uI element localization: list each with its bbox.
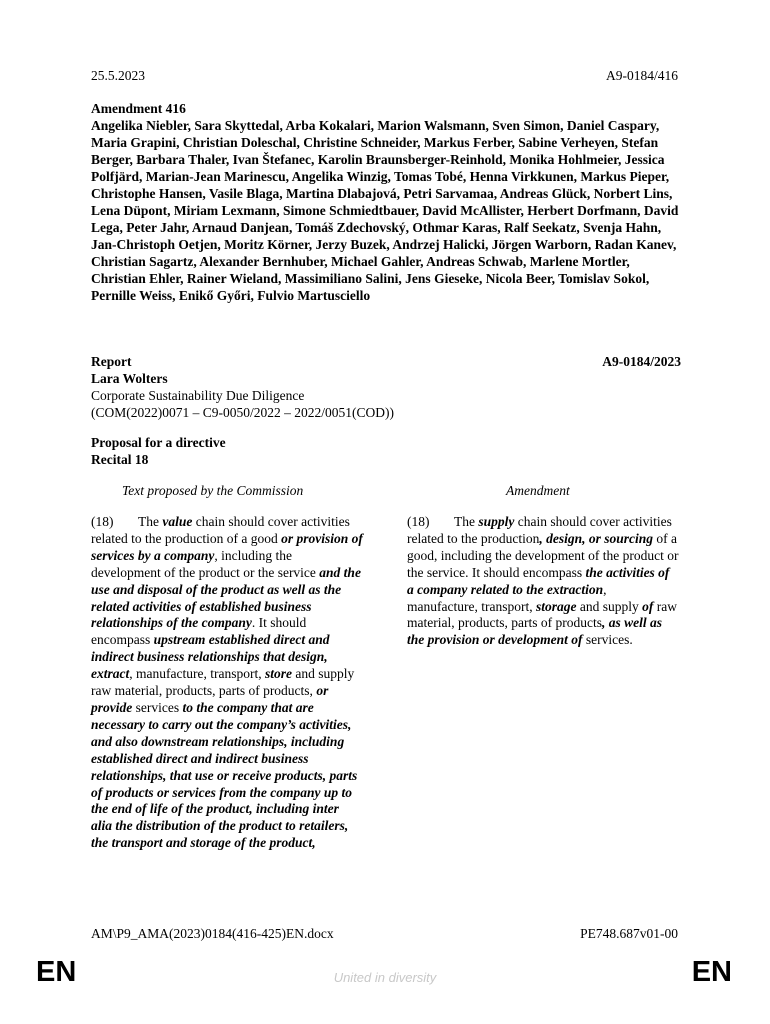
emphasized-text-segment: supply [478,514,515,529]
emphasized-text-segment: the activities of a company related to the extraction [407,564,670,597]
emphasized-text-segment: , as well as the provision or development of [407,615,662,648]
text-segment: and supply [576,598,643,614]
emphasized-text-segment: of [642,598,654,614]
text-segment: and supply raw material, products, parts of products, [91,666,355,699]
text-segment: The [138,514,163,529]
procedure-reference: (COM(2022)0071 – C9-0050/2022 – 2022/0051(COD)) [91,405,394,420]
text-segment: services [132,699,183,715]
text-segment: raw material, products, parts of products [407,598,677,631]
eu-motto: United in diversity [333,970,437,985]
emphasized-text-segment: storage [535,598,577,614]
report-label: Report [91,354,132,369]
amendment-header [91,100,681,304]
document-date: 25.5.2023 [91,68,145,83]
text-segment: chain should cover activities related to the production of a good [91,514,350,546]
recital-label: (18) [91,514,114,529]
text-segment: , manufacture, transport, [129,666,265,682]
text-segment: . It should encompass [91,615,307,648]
emphasized-text-segment: upstream established direct and indirect business relationships that design, extract [91,632,330,682]
commission-text-column [91,514,363,852]
amendment-reference: A9-0184/416 [606,68,678,83]
recital-number: Recital 18 [91,452,149,467]
text-segment: services. [582,632,633,648]
commission-recital-text [91,514,363,850]
footer-filename: AM\P9_AMA(2023)0184(416-425)EN.docx [91,926,334,941]
footer-pe-number: PE748.687v01-00 [580,926,678,941]
language-code-right: EN [691,956,732,988]
text-segment: , including the development of the product or the service [91,547,320,580]
report-reference: A9-0184/2023 [602,354,681,369]
text-segment: The [454,514,479,529]
amendment-text-column [407,514,679,649]
emphasized-text-segment: value [162,514,193,529]
emphasized-text-segment: to the company that are necessary to carry out the company’s activities, and also downstream relationships, including established direct and indirect business relationships, that use or receive products, parts of products or services from the company up to the end of life of the product, including inter alia the distribution of the product to retailers, the transport and storage of the product, [91,699,358,851]
report-info [91,353,681,421]
text-segment: , manufacture, transport, [407,581,607,614]
emphasized-text-segment: store [264,666,292,682]
emphasized-text-segment: or provision of services by a company [91,530,363,563]
emphasized-text-segment: , design, or sourcing [539,530,653,546]
emphasized-text-segment: and the use and disposal of the product as well as the related activities of established business relationships of the company [91,564,361,631]
amendment-text-heading: Amendment [506,483,570,498]
report-subject: Corporate Sustainability Due Diligence [91,388,305,403]
commission-text-heading: Text proposed by the Commission [122,483,304,498]
amendment-title: Amendment 416 [91,101,186,116]
text-segment: chain should cover activities related to the production [407,514,672,546]
emphasized-text-segment: or provide [91,683,329,715]
amendment-authors: Angelika Niebler, Sara Skyttedal, Arba Kokalari, Marion Walsmann, Sven Simon, Daniel Caspary, Maria Grapini, Christian Doleschal, Christine Schneider, Markus Ferber, Sabine Verheyen, Stefan Berger, Barbara Thaler, Ivan Štefanec, Karolin Braunsberger-Reinhold, Monika Hohlmeier, Jessica Polfjärd, Marian-Jean Marinescu, Angelika Winzig, Tomas Tobé, Henna Virkkunen, Markus Pieper, Christophe Hansen, Vasile Blaga, Martina Dlabajová, Petri Sarvamaa, Andreas Glück, Norbert Lins, Lena Düpont, Miriam Lexmann, Simone Schmiedtbauer, David McAllister, Herbert Dorfmann, David Lega, Peter Jahr, Arnaud Danjean, Tomáš Zdechovský, Othmar Karas, Ralf Seekatz, Svenja Hahn, Jan-Christoph Oetjen, Moritz Körner, Jerzy Buzek, Andrzej Halicki, Jörgen Warborn, Radan Kanev, Christian Sagartz, Alexander Bernhuber, Michael Gahler, Andreas Schwab, Marlene Mortler, Christian Ehler, Rainer Wieland, Massimiliano Salini, Jens Gieseke, Nicola Beer, Tomislav Sokol, Pernille Weiss, Enikő Győri, Fulvio Martusciello [91,118,679,303]
proposal-type: Proposal for a directive [91,435,226,450]
language-code-left: EN [36,956,77,988]
amendment-recital-text [407,514,678,647]
text-segment: of a good, including the development of the product or the service. It should encompass [407,530,679,580]
proposal-info [91,434,681,468]
rapporteur: Lara Wolters [91,371,168,386]
recital-label: (18) [407,514,430,529]
